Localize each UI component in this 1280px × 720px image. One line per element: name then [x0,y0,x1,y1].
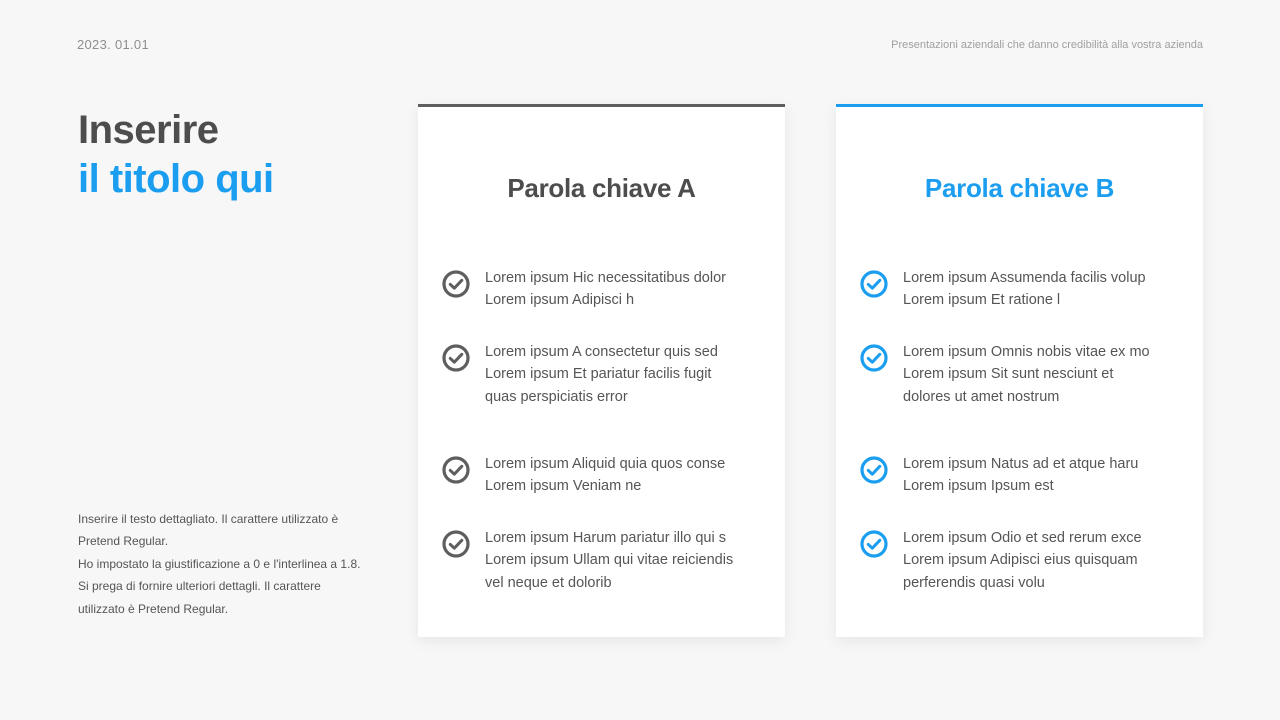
check-circle-icon [441,269,471,299]
header-tagline: Presentazioni aziendali che danno credibilità alla vostra azienda [891,39,1203,51]
list-item-line: vel neque et dolorib [485,574,612,591]
title-line-1: Inserire [78,108,219,152]
list-item-line: Lorem ipsum Natus ad et atque haru [903,456,1139,472]
list-item-line: Lorem ipsum Et pariatur facilis fugit [485,366,712,383]
date-label: 2023. 01.01 [77,37,149,52]
list-item-text [485,341,765,408]
description-line: Si prega di fornire ulteriori dettagli. Il carattere [78,579,321,594]
list-item-text [903,267,1183,312]
list-item-line: Lorem ipsum Harum pariatur illo qui s [485,530,726,546]
check-circle-icon [859,529,889,559]
check-circle-icon [859,269,889,299]
list-item-line: Lorem ipsum Adipisci eius quisquam [903,552,1138,569]
list-item-text [485,267,765,312]
list-item-line: Lorem ipsum Veniam ne [485,478,642,495]
list-item-line: Lorem ipsum Adipisci h [485,292,635,309]
keyword-card-b [836,104,1203,637]
check-circle-icon [441,529,471,559]
description-text [78,508,378,620]
list-item-line: Lorem ipsum Et ratione l [903,292,1061,309]
title-line-2: il titolo qui [78,157,274,201]
list-item-line: Lorem ipsum Omnis nobis vitae ex mo [903,344,1150,360]
list-item-line: Lorem ipsum Ullam qui vitae reiciendis [485,552,734,569]
card-title: Parola chiave B [924,173,1115,203]
list-item-line: quas perspiciatis error [485,388,628,405]
description-line: Inserire il testo dettagliato. Il carattere utilizzato è [78,512,339,526]
page-title [78,106,274,204]
list-item-text [903,527,1183,594]
list-item-text [903,341,1183,408]
list-item-line: Lorem ipsum Assumenda facilis volup [903,270,1146,286]
description-line: Ho impostato la giustificazione a 0 e l'interlinea a 1.8. [78,556,361,571]
list-item-line: perferendis quasi volu [903,574,1045,591]
description-line: utilizzato è Pretend Regular. [78,601,229,616]
description-line: Pretend Regular. [78,534,169,549]
list-item-line: Lorem ipsum Hic necessitatibus dolor [485,270,726,286]
list-item-line: Lorem ipsum Ipsum est [903,478,1054,495]
card-title: Parola chiave A [507,173,696,203]
keyword-card-a [418,104,785,637]
check-circle-icon [441,455,471,485]
list-item-line: Lorem ipsum Sit sunt nesciunt et [903,366,1114,383]
list-item-line: Lorem ipsum A consectetur quis sed [485,344,718,360]
list-item-line: Lorem ipsum Odio et sed rerum exce [903,530,1142,546]
list-item-text [485,527,765,594]
check-circle-icon [859,343,889,373]
list-item-line: Lorem ipsum Aliquid quia quos conse [485,456,726,472]
list-item-line: dolores ut amet nostrum [903,388,1060,405]
list-item-text [903,453,1183,498]
check-circle-icon [441,343,471,373]
list-item-text [485,453,765,498]
check-circle-icon [859,455,889,485]
